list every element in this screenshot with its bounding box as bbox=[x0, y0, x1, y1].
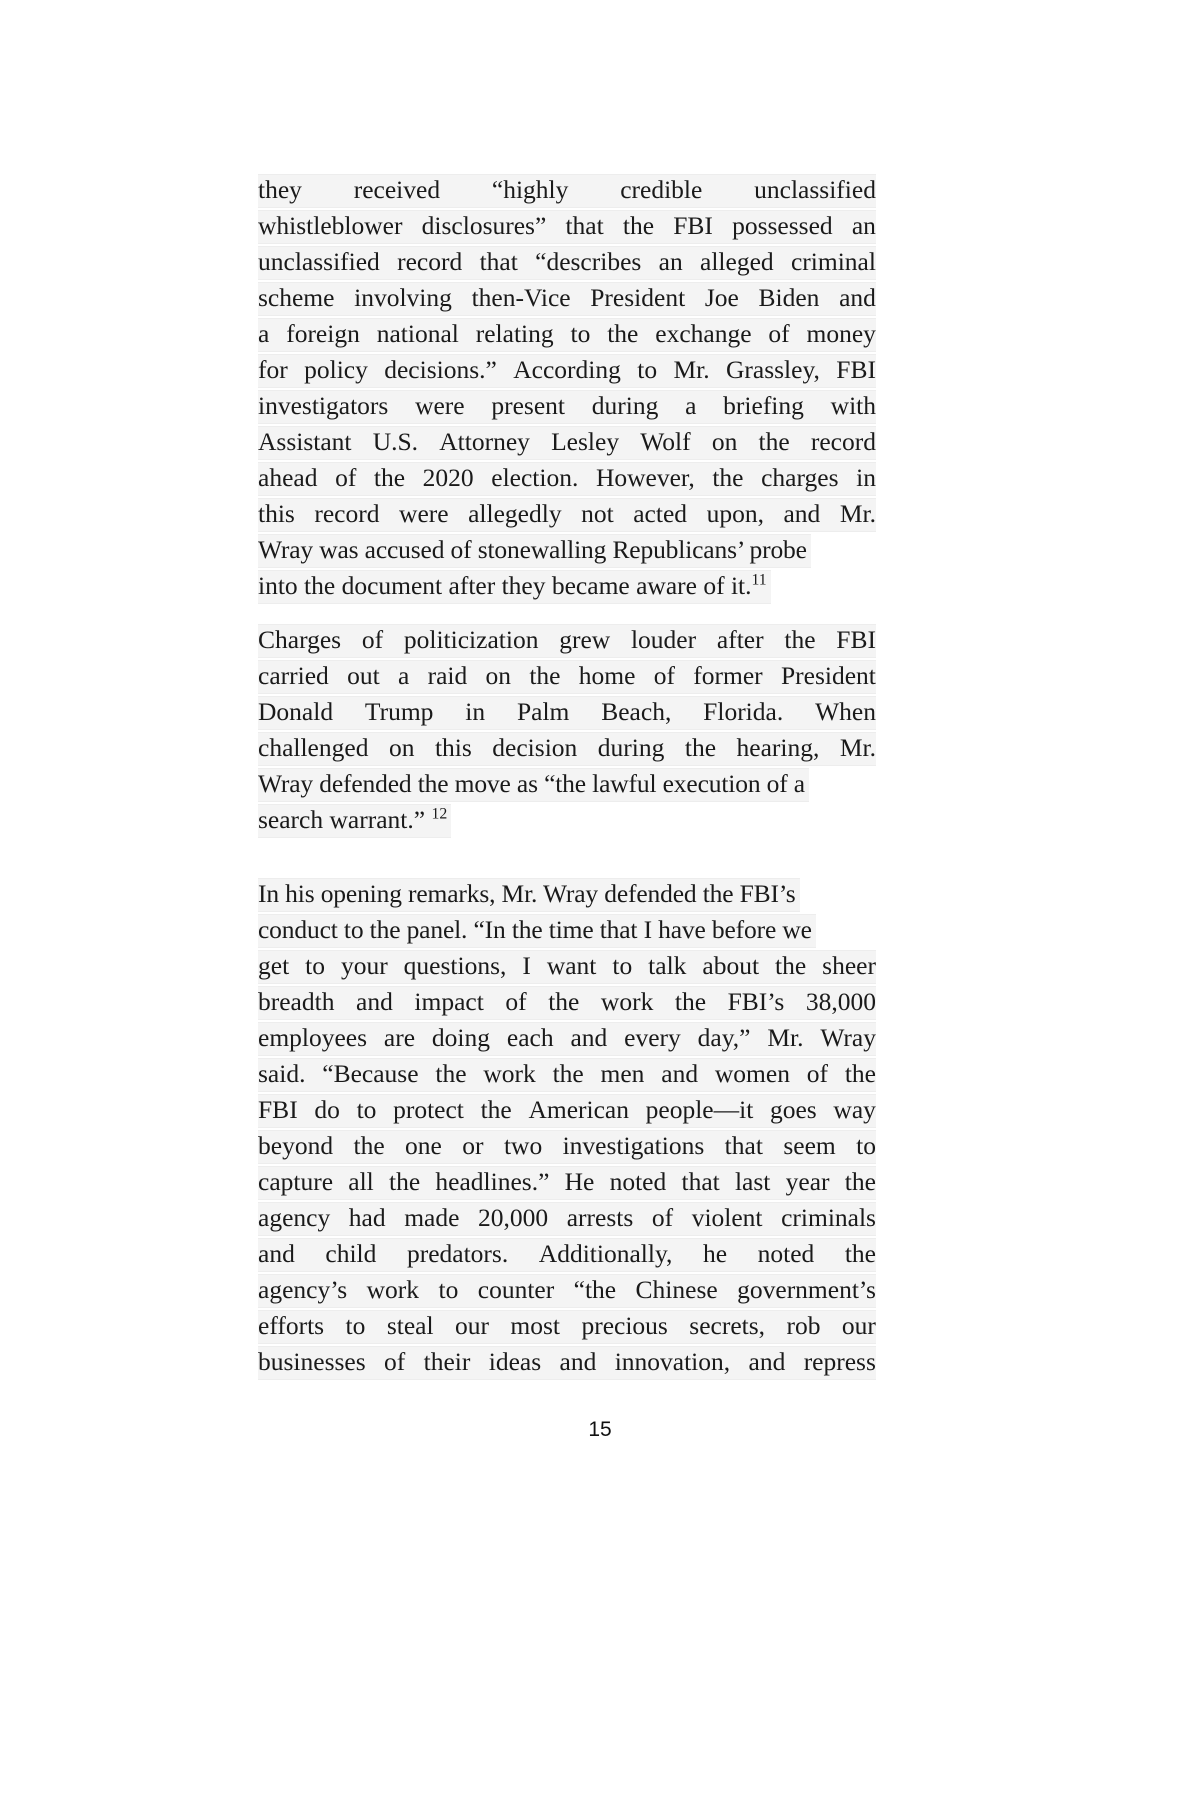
word: scheme bbox=[258, 283, 335, 312]
text-line bbox=[258, 730, 876, 766]
word: doing bbox=[431, 1023, 491, 1052]
word: men bbox=[600, 1059, 645, 1088]
word: businesses bbox=[258, 1347, 366, 1376]
word: of bbox=[384, 1347, 406, 1376]
word: talk bbox=[648, 951, 687, 980]
word: innovation, bbox=[614, 1347, 731, 1376]
word: the bbox=[775, 951, 807, 980]
text-line bbox=[258, 1128, 876, 1164]
word: challenged bbox=[258, 733, 369, 762]
word: relating bbox=[475, 319, 554, 348]
word: were bbox=[399, 499, 449, 528]
word: an bbox=[658, 247, 683, 276]
word: received bbox=[353, 175, 441, 204]
word: the bbox=[844, 1239, 876, 1268]
word: work bbox=[366, 1275, 420, 1304]
word: to bbox=[856, 1131, 876, 1160]
word: and bbox=[570, 1023, 608, 1052]
word: to bbox=[637, 355, 658, 384]
word: Chinese bbox=[635, 1275, 718, 1304]
word: the bbox=[389, 1167, 421, 1196]
word: noted bbox=[609, 1167, 667, 1196]
word: impact bbox=[414, 987, 484, 1016]
word: Florida. bbox=[703, 697, 784, 726]
word: had bbox=[348, 1203, 386, 1232]
word: our bbox=[454, 1311, 489, 1340]
word: that bbox=[565, 211, 604, 240]
word: the bbox=[435, 1059, 467, 1088]
paragraph-3 bbox=[258, 876, 876, 1380]
word: child bbox=[325, 1239, 377, 1268]
word: to bbox=[305, 951, 325, 980]
word: questions, bbox=[403, 951, 507, 980]
line-text bbox=[258, 1272, 876, 1308]
word: of bbox=[361, 625, 384, 654]
word: He bbox=[564, 1167, 595, 1196]
line-text bbox=[258, 694, 876, 730]
word: agency’s bbox=[258, 1275, 348, 1304]
text-line bbox=[258, 244, 876, 280]
word: in bbox=[856, 463, 876, 492]
word: Wray bbox=[820, 1023, 876, 1052]
word: and bbox=[356, 987, 393, 1016]
word: policy bbox=[304, 355, 368, 384]
line-text bbox=[258, 658, 876, 694]
line-text bbox=[258, 1056, 876, 1092]
word: government’s bbox=[737, 1275, 876, 1304]
word: after bbox=[716, 625, 764, 654]
word: one bbox=[405, 1131, 442, 1160]
word: criminals bbox=[781, 1203, 876, 1232]
word: a bbox=[258, 319, 270, 348]
word: of bbox=[768, 319, 790, 348]
text-line bbox=[258, 984, 876, 1020]
word: “Because bbox=[322, 1059, 419, 1088]
word: carried bbox=[258, 661, 329, 690]
word: decision bbox=[492, 733, 578, 762]
text-line bbox=[258, 1020, 876, 1056]
word: precious bbox=[581, 1311, 668, 1340]
word: American bbox=[528, 1095, 629, 1124]
word: on bbox=[485, 661, 512, 690]
word: day,” bbox=[697, 1023, 751, 1052]
word: to bbox=[345, 1311, 366, 1340]
word: the bbox=[712, 463, 744, 492]
line-text bbox=[258, 496, 876, 532]
word: possessed bbox=[732, 211, 833, 240]
word: goes bbox=[769, 1095, 817, 1124]
paragraph-2 bbox=[258, 622, 876, 838]
line-text: Wray was accused of stonewalling Republicans’ probe bbox=[258, 535, 807, 564]
word: work bbox=[483, 1059, 536, 1088]
word: credible bbox=[620, 175, 703, 204]
word: “describes bbox=[535, 247, 642, 276]
word: that bbox=[479, 247, 518, 276]
text-line bbox=[258, 424, 876, 460]
line-text bbox=[258, 984, 876, 1020]
page-number: 15 bbox=[588, 1418, 612, 1441]
word: investigators bbox=[258, 391, 389, 420]
word: were bbox=[415, 391, 465, 420]
line-text bbox=[258, 1200, 876, 1236]
word: every bbox=[624, 1023, 681, 1052]
word: According bbox=[513, 355, 621, 384]
paragraph-spacer bbox=[258, 604, 876, 622]
text-line bbox=[258, 532, 876, 568]
word: the bbox=[674, 987, 707, 1016]
word: of bbox=[335, 463, 357, 492]
word: that bbox=[681, 1167, 720, 1196]
word: Palm bbox=[516, 697, 570, 726]
word: do bbox=[314, 1095, 340, 1124]
word: for bbox=[258, 355, 288, 384]
text-line bbox=[258, 280, 876, 316]
text-line bbox=[258, 1308, 876, 1344]
word: exchange bbox=[655, 319, 752, 348]
word: made bbox=[404, 1203, 460, 1232]
word: home bbox=[578, 661, 636, 690]
word: not bbox=[581, 499, 614, 528]
text-line bbox=[258, 568, 876, 604]
text-line bbox=[258, 1164, 876, 1200]
line-text bbox=[258, 1092, 876, 1128]
word: secrets, bbox=[689, 1311, 766, 1340]
text-line bbox=[258, 622, 876, 658]
word: each bbox=[506, 1023, 554, 1052]
line-text bbox=[258, 172, 876, 208]
line-text bbox=[258, 352, 876, 388]
word: the bbox=[373, 463, 406, 492]
word: charges bbox=[761, 463, 839, 492]
word: get bbox=[258, 951, 290, 980]
footnote-reference[interactable]: 12 bbox=[431, 805, 448, 823]
word: raid bbox=[427, 661, 468, 690]
word: to bbox=[356, 1095, 377, 1124]
word: “highly bbox=[491, 175, 569, 204]
word: the bbox=[353, 1131, 385, 1160]
line-text bbox=[258, 424, 876, 460]
word: about bbox=[702, 951, 760, 980]
word: President bbox=[780, 661, 876, 690]
word: the bbox=[622, 211, 655, 240]
word: efforts bbox=[258, 1311, 325, 1340]
word: rob bbox=[786, 1311, 821, 1340]
word: during bbox=[591, 391, 659, 420]
word: President bbox=[590, 283, 686, 312]
line-text bbox=[258, 460, 876, 496]
text-line bbox=[258, 388, 876, 424]
word: When bbox=[815, 697, 876, 726]
text-line bbox=[258, 1272, 876, 1308]
line-text bbox=[258, 208, 876, 244]
text-line bbox=[258, 876, 876, 912]
word: Charges bbox=[258, 625, 342, 654]
word: this bbox=[258, 499, 295, 528]
text-line bbox=[258, 1236, 876, 1272]
word: unclassified bbox=[258, 247, 380, 276]
line-text bbox=[258, 948, 876, 984]
word: an bbox=[851, 211, 876, 240]
text-line bbox=[258, 766, 876, 802]
text-line bbox=[258, 658, 876, 694]
word: and bbox=[839, 283, 876, 312]
word: said. bbox=[258, 1059, 306, 1088]
word: national bbox=[376, 319, 459, 348]
word: a bbox=[685, 391, 697, 420]
word: women bbox=[714, 1059, 790, 1088]
word: noted bbox=[757, 1239, 815, 1268]
word: FBI bbox=[258, 1095, 298, 1124]
word: protect bbox=[393, 1095, 464, 1124]
line-text bbox=[258, 730, 876, 766]
word: most bbox=[510, 1311, 561, 1340]
word: a bbox=[397, 661, 410, 690]
word: I bbox=[522, 951, 531, 980]
word: present bbox=[491, 391, 566, 420]
word: the bbox=[844, 1167, 876, 1196]
word: record bbox=[810, 427, 876, 456]
word: beyond bbox=[258, 1131, 334, 1160]
line-text: into the document after they became aware of it.$^{11}$ bbox=[258, 571, 767, 600]
word: FBI bbox=[673, 211, 713, 240]
word: ahead bbox=[258, 463, 318, 492]
word: Mr. bbox=[839, 499, 876, 528]
word: the bbox=[684, 733, 717, 762]
word: this bbox=[434, 733, 472, 762]
word: Additionally, bbox=[538, 1239, 673, 1268]
word: your bbox=[340, 951, 388, 980]
text-line bbox=[258, 496, 876, 532]
line-text bbox=[258, 316, 876, 352]
word: FBI bbox=[836, 355, 876, 384]
word: of bbox=[806, 1059, 829, 1088]
word: of bbox=[505, 987, 527, 1016]
word: Biden bbox=[758, 283, 820, 312]
word: on bbox=[388, 733, 415, 762]
word: with bbox=[830, 391, 876, 420]
word: people—it bbox=[645, 1095, 754, 1124]
word: two bbox=[503, 1131, 543, 1160]
word: in bbox=[465, 697, 486, 726]
word: Attorney bbox=[439, 427, 530, 456]
text-line bbox=[258, 1200, 876, 1236]
word: out bbox=[347, 661, 380, 690]
word: acted bbox=[633, 499, 688, 528]
word: Trump bbox=[364, 697, 434, 726]
word: our bbox=[841, 1311, 876, 1340]
word: sheer bbox=[822, 951, 876, 980]
body-text-column bbox=[258, 172, 876, 1380]
word: predators. bbox=[406, 1239, 509, 1268]
word: grew bbox=[559, 625, 611, 654]
word: record bbox=[314, 499, 380, 528]
word: Joe bbox=[704, 283, 739, 312]
word: the bbox=[548, 987, 580, 1016]
word: involving bbox=[354, 283, 452, 312]
word: to bbox=[570, 319, 591, 348]
word: counter bbox=[477, 1275, 555, 1304]
word: record bbox=[397, 247, 463, 276]
text-line bbox=[258, 352, 876, 388]
word: briefing bbox=[723, 391, 804, 420]
word: then-Vice bbox=[471, 283, 571, 312]
word: work bbox=[600, 987, 654, 1016]
word: Wolf bbox=[640, 427, 691, 456]
word: their bbox=[423, 1347, 471, 1376]
word: 20,000 bbox=[478, 1203, 549, 1232]
word: last bbox=[734, 1167, 771, 1196]
text-line bbox=[258, 1056, 876, 1092]
word: breadth bbox=[258, 987, 335, 1016]
word: money bbox=[806, 319, 876, 348]
line-text bbox=[258, 1236, 876, 1272]
word: 38,000 bbox=[805, 987, 876, 1016]
word: 2020 bbox=[422, 463, 474, 492]
text-line bbox=[258, 1092, 876, 1128]
word: and bbox=[559, 1347, 597, 1376]
word: the bbox=[480, 1095, 512, 1124]
word: employees bbox=[258, 1023, 368, 1052]
word: “the bbox=[573, 1275, 617, 1304]
word: politicization bbox=[403, 625, 539, 654]
word: unclassified bbox=[754, 175, 876, 204]
word: allegedly bbox=[468, 499, 562, 528]
word: during bbox=[597, 733, 665, 762]
word: that bbox=[724, 1131, 763, 1160]
word: FBI bbox=[836, 625, 876, 654]
text-line bbox=[258, 948, 876, 984]
word: investigations bbox=[562, 1131, 705, 1160]
word: repress bbox=[803, 1347, 876, 1376]
word: Donald bbox=[258, 697, 334, 726]
text-line bbox=[258, 172, 876, 208]
word: the bbox=[758, 427, 790, 456]
word: alleged bbox=[700, 247, 774, 276]
paragraph-1 bbox=[258, 172, 876, 604]
word: Grassley, bbox=[725, 355, 820, 384]
word: Mr. bbox=[673, 355, 710, 384]
word: of bbox=[653, 661, 675, 690]
word: upon, bbox=[706, 499, 764, 528]
word: all bbox=[348, 1167, 374, 1196]
word: Mr. bbox=[839, 733, 876, 762]
word: ideas bbox=[488, 1347, 542, 1376]
text-line bbox=[258, 694, 876, 730]
line-text bbox=[258, 388, 876, 424]
word: year bbox=[785, 1167, 830, 1196]
word: way bbox=[833, 1095, 876, 1124]
word: or bbox=[462, 1131, 484, 1160]
word: whistleblower bbox=[258, 211, 403, 240]
text-line bbox=[258, 912, 876, 948]
word: violent bbox=[691, 1203, 763, 1232]
word: agency bbox=[258, 1203, 331, 1232]
word: foreign bbox=[286, 319, 360, 348]
line-text bbox=[258, 622, 876, 658]
line-text bbox=[258, 1164, 876, 1200]
word: FBI’s bbox=[727, 987, 785, 1016]
word: want bbox=[546, 951, 597, 980]
word: U.S. bbox=[372, 427, 419, 456]
word: steal bbox=[386, 1311, 434, 1340]
footnote-reference[interactable]: 11 bbox=[751, 571, 767, 589]
line-text: In his opening remarks, Mr. Wray defended the FBI’s bbox=[258, 879, 796, 908]
line-text bbox=[258, 1308, 876, 1344]
word: to bbox=[438, 1275, 459, 1304]
line-text bbox=[258, 280, 876, 316]
word: Assistant bbox=[258, 427, 352, 456]
line-text bbox=[258, 1344, 876, 1380]
paragraph-spacer bbox=[258, 838, 876, 876]
word: and bbox=[783, 499, 821, 528]
word: seem bbox=[783, 1131, 836, 1160]
word: the bbox=[607, 319, 639, 348]
word: the bbox=[784, 625, 816, 654]
word: former bbox=[693, 661, 763, 690]
text-line bbox=[258, 802, 876, 838]
word: election. bbox=[491, 463, 579, 492]
word: disclosures” bbox=[421, 211, 547, 240]
text-line bbox=[258, 460, 876, 496]
text-line bbox=[258, 316, 876, 352]
word: of bbox=[651, 1203, 674, 1232]
word: decisions.” bbox=[384, 355, 497, 384]
line-text bbox=[258, 244, 876, 280]
word: are bbox=[383, 1023, 416, 1052]
word: and bbox=[748, 1347, 786, 1376]
word: on bbox=[711, 427, 738, 456]
word: criminal bbox=[790, 247, 876, 276]
word: louder bbox=[630, 625, 697, 654]
word: he bbox=[702, 1239, 728, 1268]
word: the bbox=[529, 661, 561, 690]
word: they bbox=[258, 175, 302, 204]
text-line bbox=[258, 1344, 876, 1380]
word: Lesley bbox=[551, 427, 620, 456]
line-text bbox=[258, 1020, 876, 1056]
word: Beach, bbox=[601, 697, 672, 726]
word: to bbox=[612, 951, 633, 980]
line-text: Wray defended the move as “the lawful execution of a bbox=[258, 769, 805, 798]
word: Mr. bbox=[767, 1023, 804, 1052]
line-text: search warrant.” $^{12}$ bbox=[258, 805, 448, 834]
word: the bbox=[552, 1059, 584, 1088]
line-text bbox=[258, 1128, 876, 1164]
word: However, bbox=[595, 463, 695, 492]
word: headlines.” bbox=[435, 1167, 550, 1196]
word: capture bbox=[258, 1167, 334, 1196]
word: hearing, bbox=[736, 733, 820, 762]
word: arrests bbox=[566, 1203, 634, 1232]
word: the bbox=[844, 1059, 876, 1088]
word: and bbox=[661, 1059, 699, 1088]
word: and bbox=[258, 1239, 295, 1268]
line-text: conduct to the panel. “In the time that I have before we bbox=[258, 915, 812, 944]
text-line bbox=[258, 208, 876, 244]
